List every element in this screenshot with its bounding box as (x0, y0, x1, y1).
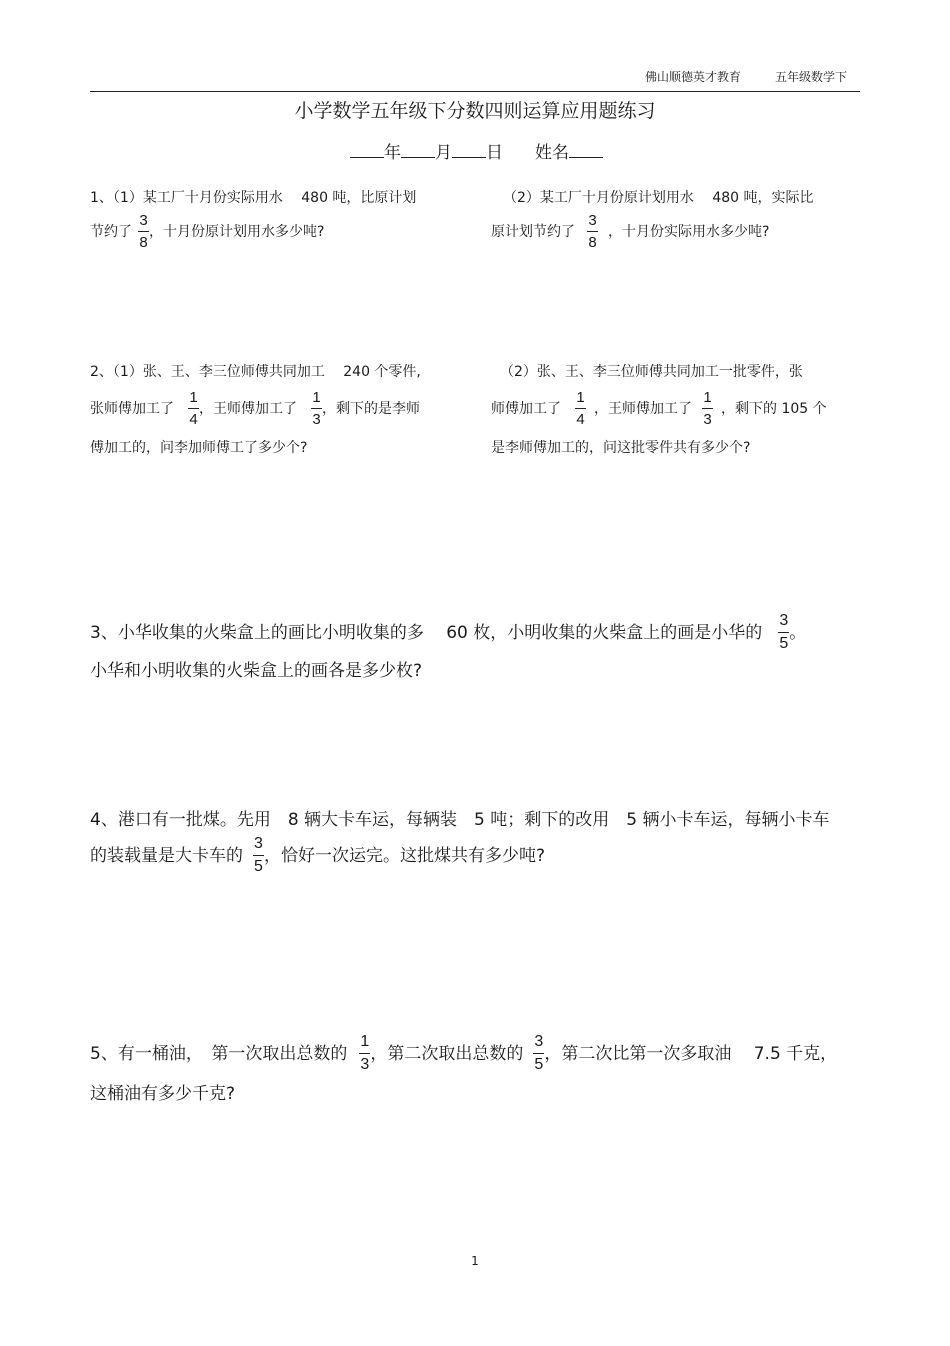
fraction-bar (188, 408, 199, 409)
name-label: 姓名 (535, 143, 569, 163)
fraction-bar (138, 231, 149, 232)
q2a-denominator1: 4 (189, 411, 198, 428)
q1a-line1: 1、（1）某工厂十月份实际用水 480 吨，比原计划 (90, 190, 417, 206)
q1a-fraction (138, 213, 149, 250)
q1b-denominator: 8 (588, 234, 597, 251)
q2b-mid: ，王师傅加工了 (594, 400, 692, 417)
q2a-denominator2: 3 (312, 411, 321, 428)
day-label: 日 (486, 143, 503, 163)
fraction-bar (778, 632, 789, 633)
q2b-line1: （2）张、王、李三位师傅共同加工一批零件，张 (500, 364, 803, 380)
month-label: 月 (435, 143, 452, 163)
q1a-denominator: 8 (139, 234, 148, 251)
q1a-numerator: 3 (139, 212, 148, 229)
q2a-mid: ，王师傅加工了 (199, 400, 297, 417)
q5-denominator1: 3 (360, 1056, 370, 1073)
q2b-numerator1: 1 (576, 389, 585, 406)
q2a-post: ，剩下的是李师 (322, 400, 420, 417)
q5-mid: ，第二次取出总数的 (370, 1043, 524, 1064)
q5-numerator2: 3 (534, 1033, 544, 1050)
month-blank[interactable] (401, 143, 435, 158)
q1b-numerator: 3 (588, 212, 597, 229)
q3-post: 。 (789, 622, 807, 643)
year-label: 年 (384, 143, 401, 163)
header-school: 佛山顺德英才教育 (645, 70, 742, 84)
q4-pre: 的装载量是大卡车的 (90, 845, 243, 866)
header-divider (90, 91, 860, 92)
year-blank[interactable] (350, 143, 384, 158)
q5-denominator2: 5 (534, 1056, 544, 1073)
q1a-post: ，十月份原计划用水多少吨? (149, 223, 325, 240)
q2a-line1: 2、（1）张、王、李三位师傅共同加工 240 个零件, (90, 364, 421, 380)
fraction-bar (587, 231, 598, 232)
q1b-post: ，十月份实际用水多少吨? (608, 223, 770, 240)
q3-numerator: 3 (779, 612, 789, 629)
q3-line1 (90, 613, 806, 652)
q4-post: ，恰好一次运完。这批煤共有多少吨? (264, 845, 546, 866)
fraction-bar (311, 408, 322, 409)
q5-fraction1 (359, 1034, 370, 1073)
q4-numerator: 3 (254, 835, 263, 852)
q4-line1: 4、港口有一批煤。先用 8 辆大卡车运，每辆装 5 吨；剩下的改用 5 辆小卡车运，每辆小卡车 (90, 810, 830, 830)
fraction-bar (575, 408, 586, 409)
date-name-line (350, 138, 603, 163)
fraction-bar (702, 408, 713, 409)
header-grade: 五年级数学下 (775, 70, 848, 84)
q3-line2: 小华和小明收集的火柴盒上的画各是多少枚? (90, 661, 423, 681)
q5-line1 (90, 1034, 837, 1073)
q3-denominator: 5 (779, 635, 789, 652)
q2a-numerator1: 1 (189, 389, 198, 406)
q1a-line2 (90, 213, 324, 250)
q2a-line2 (90, 390, 420, 427)
fraction-bar (359, 1053, 370, 1054)
q2b-denominator1: 4 (576, 411, 585, 428)
q4-fraction (253, 836, 264, 875)
q5-fraction2 (533, 1034, 544, 1073)
q1b-fraction (587, 213, 598, 250)
q5-pre: 5、有一桶油， 第一次取出总数的 (90, 1043, 348, 1064)
q5-line2: 这桶油有多少千克? (90, 1084, 236, 1104)
q2b-post: ，剩下的 105 个 (721, 400, 827, 417)
q1b-line2 (491, 213, 769, 250)
q1b-line1: （2）某工厂十月份原计划用水 480 吨，实际比 (503, 190, 814, 206)
page-number: 1 (471, 1254, 479, 1268)
q3-fraction (778, 613, 789, 652)
q2a-pre: 张师傅加工了 (90, 400, 174, 417)
name-blank[interactable] (569, 143, 603, 158)
q3-pre: 3、小华收集的火柴盒上的画比小明收集的多 60 枚，小明收集的火柴盒上的画是小华的 (90, 622, 763, 643)
q4-line2 (90, 836, 545, 875)
q2b-denominator2: 3 (703, 411, 712, 428)
q1a-pre: 节约了 (90, 223, 132, 240)
q4-denominator: 5 (254, 858, 263, 875)
q2b-fraction1 (575, 390, 586, 427)
q2a-line3: 傅加工的，问李加师傅工了多少个? (90, 440, 308, 456)
fraction-bar (533, 1053, 544, 1054)
q2a-fraction1 (188, 390, 199, 427)
page-title: 小学数学五年级下分数四则运算应用题练习 (294, 100, 656, 122)
q2b-line3: 是李师傅加工的，问这批零件共有多少个? (491, 440, 751, 456)
q5-post: ，第二次比第一次多取油 7.5 千克， (544, 1043, 838, 1064)
q1b-pre: 原计划节约了 (491, 223, 575, 240)
q2b-numerator2: 1 (703, 389, 712, 406)
day-blank[interactable] (452, 143, 486, 158)
q2b-fraction2 (702, 390, 713, 427)
q2b-pre: 师傅加工了 (491, 400, 561, 417)
q5-numerator1: 1 (360, 1033, 370, 1050)
fraction-bar (253, 855, 264, 856)
q2a-numerator2: 1 (312, 389, 321, 406)
q2b-line2 (491, 390, 827, 427)
q2a-fraction2 (311, 390, 322, 427)
